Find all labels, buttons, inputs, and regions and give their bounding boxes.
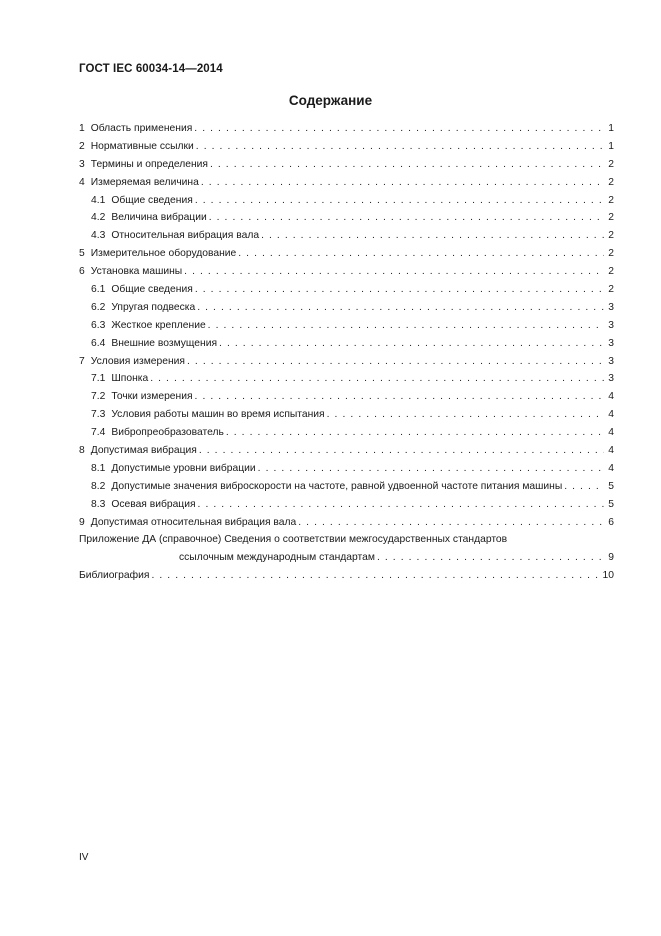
toc-entry-number: 7.1 bbox=[91, 373, 106, 385]
toc-entry-page: 3 bbox=[608, 337, 614, 349]
toc-entry-page: 9 bbox=[608, 552, 614, 564]
toc-entry[interactable] bbox=[79, 209, 614, 227]
toc-entry[interactable] bbox=[79, 317, 614, 335]
toc-leader-dots bbox=[187, 353, 604, 371]
toc-entry[interactable] bbox=[79, 424, 614, 442]
toc-entry-title: Допустимые уровни вибрации bbox=[111, 462, 256, 474]
toc-entry-page: 2 bbox=[608, 230, 614, 242]
toc-entry[interactable] bbox=[79, 263, 614, 281]
toc-entry-number: 4.1 bbox=[91, 194, 106, 206]
toc-entry[interactable] bbox=[79, 478, 614, 496]
toc-entry-number: 4.3 bbox=[91, 230, 106, 242]
toc-leader-dots bbox=[199, 442, 604, 460]
toc-leader-dots bbox=[196, 138, 604, 156]
page-number-footer: IV bbox=[79, 852, 89, 863]
toc-appendix-entry[interactable] bbox=[79, 531, 614, 549]
toc-entry-number: 8.1 bbox=[91, 462, 106, 474]
toc-entry-page: 4 bbox=[608, 427, 614, 439]
toc-leader-dots bbox=[201, 174, 604, 192]
toc-entry-number: 3 bbox=[79, 158, 85, 170]
toc-entry[interactable] bbox=[79, 460, 614, 478]
toc-entry[interactable] bbox=[79, 406, 614, 424]
toc-leader-dots bbox=[194, 120, 604, 138]
toc-entry-title: Библиография bbox=[79, 570, 150, 582]
toc-leader-dots bbox=[226, 424, 604, 442]
toc-leader-dots bbox=[184, 263, 604, 281]
toc-entry-page: 10 bbox=[602, 570, 614, 582]
toc-leader-dots bbox=[198, 496, 604, 514]
document-header: ГОСТ IEC 60034-14—2014 bbox=[79, 63, 223, 75]
toc-entry[interactable] bbox=[79, 192, 614, 210]
toc-entry-title: Общие сведения bbox=[111, 194, 193, 206]
toc-entry-page: 4 bbox=[608, 391, 614, 403]
toc-entry-number: 6.3 bbox=[91, 319, 106, 331]
toc-entry-page: 1 bbox=[608, 140, 614, 152]
toc-leader-dots bbox=[195, 281, 604, 299]
toc-entry-number: 8 bbox=[79, 445, 85, 457]
toc-entry[interactable] bbox=[79, 370, 614, 388]
toc-entry-number: 7 bbox=[79, 355, 85, 367]
toc-entry[interactable] bbox=[79, 442, 614, 460]
toc-appendix-title-continuation: ссылочным международным стандартам bbox=[179, 552, 375, 564]
toc-entry[interactable] bbox=[79, 496, 614, 514]
toc-entry-title: Допустимые значения виброскорости на частоте, равной удвоенной частоте питания машины bbox=[111, 480, 563, 492]
toc-entry-page: 2 bbox=[608, 158, 614, 170]
toc-entry[interactable] bbox=[79, 281, 614, 299]
toc-entry[interactable] bbox=[79, 138, 614, 156]
toc-entry-page: 6 bbox=[608, 516, 614, 528]
table-of-contents bbox=[79, 120, 614, 585]
toc-leader-dots bbox=[150, 370, 604, 388]
toc-entry-title: Жесткое крепление bbox=[111, 319, 206, 331]
toc-entry-title: Допустимая относительная вибрация вала bbox=[90, 516, 297, 528]
toc-leader-dots bbox=[564, 478, 604, 496]
toc-bibliography-entry[interactable] bbox=[79, 567, 614, 585]
toc-leader-dots bbox=[210, 156, 604, 174]
toc-entry-number: 7.2 bbox=[91, 391, 106, 403]
toc-entry-number: 8.3 bbox=[91, 498, 106, 510]
toc-entry-number: 5 bbox=[79, 248, 85, 260]
toc-entry[interactable] bbox=[79, 120, 614, 138]
toc-entry-title: Условия измерения bbox=[90, 355, 185, 367]
toc-leader-dots bbox=[195, 388, 604, 406]
toc-leader-dots bbox=[151, 567, 600, 585]
toc-entry-title: Нормативные ссылки bbox=[90, 140, 194, 152]
toc-entry-number: 9 bbox=[79, 516, 85, 528]
toc-entry-title: Термины и определения bbox=[90, 158, 208, 170]
toc-entry[interactable] bbox=[79, 227, 614, 245]
toc-entry-title: Упругая подвеска bbox=[111, 301, 196, 313]
toc-entry-number: 1 bbox=[79, 123, 85, 134]
toc-entry-title: Вибропреобразователь bbox=[111, 427, 224, 439]
toc-entry-page: 5 bbox=[608, 498, 614, 510]
toc-entry-page: 2 bbox=[608, 194, 614, 206]
toc-entry-number: 8.2 bbox=[91, 480, 106, 492]
toc-entry-page: 2 bbox=[608, 266, 614, 278]
toc-appendix-title: Приложение ДА (справочное) Сведения о соответствии межгосударственных стандартов bbox=[79, 534, 508, 546]
toc-entry-title: Общие сведения bbox=[111, 284, 193, 296]
toc-leader-dots bbox=[258, 460, 604, 478]
toc-entry-number: 6.1 bbox=[91, 284, 106, 296]
toc-entry-page: 1 bbox=[608, 123, 614, 134]
toc-leader-dots bbox=[238, 245, 604, 263]
toc-entry-title: Внешние возмущения bbox=[111, 337, 218, 349]
toc-entry-number: 7.3 bbox=[91, 409, 106, 421]
toc-entry-page: 2 bbox=[608, 284, 614, 296]
toc-entry[interactable] bbox=[79, 174, 614, 192]
toc-entry-page: 3 bbox=[608, 319, 614, 331]
toc-entry-number: 6.4 bbox=[91, 337, 106, 349]
toc-entry[interactable] bbox=[79, 156, 614, 174]
toc-leader-dots bbox=[208, 317, 604, 335]
toc-entry-title: Точки измерения bbox=[111, 391, 193, 403]
toc-entry-title: Величина вибрации bbox=[111, 212, 207, 224]
toc-entry[interactable] bbox=[79, 299, 614, 317]
toc-leader-dots bbox=[377, 549, 604, 567]
toc-entry-title: Установка машины bbox=[90, 266, 183, 278]
toc-entry[interactable] bbox=[79, 388, 614, 406]
toc-entry-number: 6.2 bbox=[91, 301, 106, 313]
toc-leader-dots bbox=[195, 192, 604, 210]
toc-entry-page: 4 bbox=[608, 409, 614, 421]
toc-entry-number: 7.4 bbox=[91, 427, 106, 439]
toc-entry-page: 3 bbox=[608, 355, 614, 367]
toc-entry-title: Осевая вибрация bbox=[111, 498, 196, 510]
toc-entry[interactable] bbox=[79, 245, 614, 263]
toc-leader-dots bbox=[261, 227, 604, 245]
toc-appendix-entry-continuation[interactable] bbox=[79, 549, 614, 567]
toc-entry[interactable] bbox=[79, 353, 614, 371]
toc-entry-page: 2 bbox=[608, 212, 614, 224]
toc-entry-number: 6 bbox=[79, 266, 85, 278]
toc-leader-dots bbox=[197, 299, 604, 317]
toc-entry-page: 4 bbox=[608, 462, 614, 474]
toc-entry-page: 2 bbox=[608, 248, 614, 260]
toc-leader-dots bbox=[298, 514, 604, 532]
toc-entry-title: Условия работы машин во время испытания bbox=[111, 409, 325, 421]
toc-entry-page: 5 bbox=[608, 480, 614, 492]
toc-entry-title: Шпонка bbox=[111, 373, 149, 385]
toc-entry-page: 3 bbox=[608, 373, 614, 385]
toc-entry-number: 4.2 bbox=[91, 212, 106, 224]
toc-leader-dots bbox=[219, 335, 604, 353]
toc-entry-page: 3 bbox=[608, 301, 614, 313]
toc-entry-page: 4 bbox=[608, 445, 614, 457]
toc-entry-title: Относительная вибрация вала bbox=[111, 230, 260, 242]
toc-entry-number: 2 bbox=[79, 140, 85, 152]
page-title: Содержание bbox=[288, 93, 373, 108]
toc-entry-title: Измеряемая величина bbox=[90, 176, 199, 188]
toc-entry-title: Измерительное оборудование bbox=[90, 248, 237, 260]
toc-leader-dots bbox=[327, 406, 604, 424]
toc-entry-number: 4 bbox=[79, 176, 85, 188]
toc-entry[interactable] bbox=[79, 335, 614, 353]
toc-entry-title: Область применения bbox=[90, 123, 193, 134]
toc-entry[interactable] bbox=[79, 514, 614, 532]
toc-entry-title: Допустимая вибрация bbox=[90, 445, 197, 457]
toc-entry-page: 2 bbox=[608, 176, 614, 188]
toc-leader-dots bbox=[209, 209, 604, 227]
